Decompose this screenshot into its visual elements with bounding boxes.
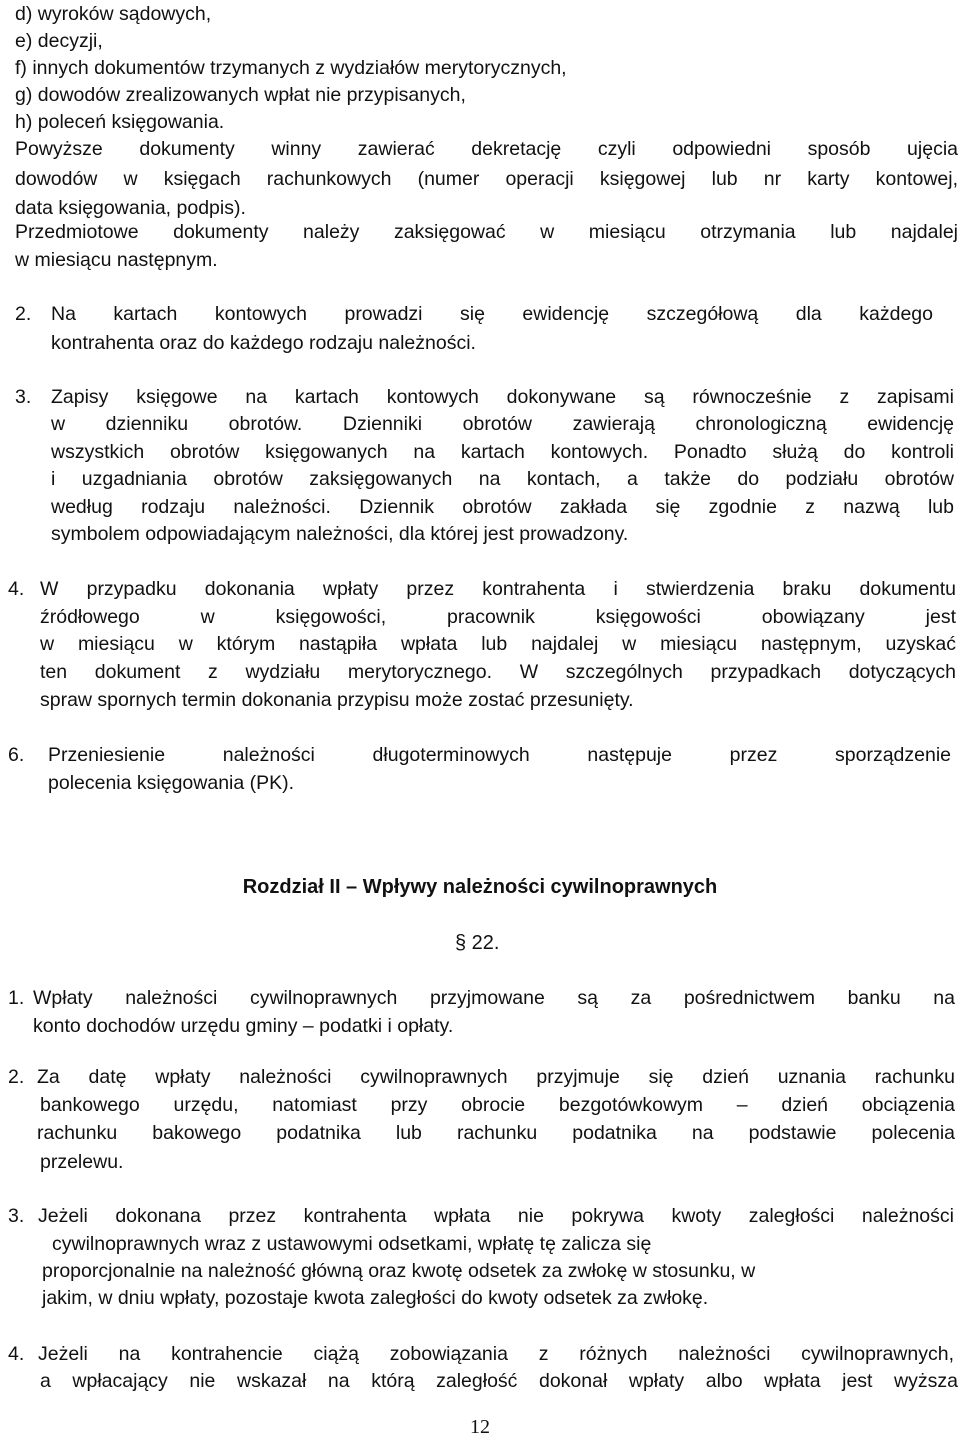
paragraph-mark: § 22. — [455, 932, 500, 954]
body-line: Jeżeli dokonana przez kontrahenta wpłata nie pokrywa kwoty zaległości należności — [38, 1205, 954, 1227]
body-line: data księgowania, podpis). — [15, 197, 246, 219]
section-number: 6. — [8, 744, 25, 766]
body-line: rachunku bakowego podatnika lub rachunku podatnika na podstawie polecenia — [37, 1122, 955, 1144]
list-item-e: e) decyzji, — [15, 30, 103, 52]
body-line: a wpłacający nie wskazał na którą zaległość dokonał wpłaty albo wpłata jest wyższa — [40, 1370, 958, 1392]
body-line: polecenia księgowania (PK). — [48, 772, 295, 794]
body-line: Jeżeli na kontrahencie ciążą zobowiązania z różnych należności cywilnoprawnych, — [38, 1343, 954, 1365]
body-line: spraw spornych termin dokonania przypisu może zostać przesunięty. — [40, 689, 634, 711]
chapter-title: Rozdział II – Wpływy należności cywilnoprawnych — [242, 876, 718, 898]
section-number: 3. — [15, 386, 32, 408]
body-line: konto dochodów urzędu gminy – podatki i opłaty. — [33, 1015, 454, 1037]
body-line: w miesiącu w którym nastąpiła wpłata lub najdalej w miesiącu następnym, uzyskać — [40, 633, 956, 655]
body-line: źródłowego w księgowości, pracownik księgowości obowiązany jest — [40, 606, 956, 628]
body-line: Przedmiotowe dokumenty należy zaksięgować w miesiącu otrzymania lub najdalej — [15, 221, 958, 243]
body-line: Zapisy księgowe na kartach kontowych dokonywane są równocześnie z zapisami — [51, 386, 954, 408]
body-line: Za datę wpłaty należności cywilnoprawnych przyjmuje się dzień uznania rachunku — [37, 1066, 955, 1088]
list-item-h: h) poleceń księgowania. — [15, 111, 225, 133]
section-number: 2. — [8, 1066, 25, 1088]
body-line: według rodzaju należności. Dziennik obrotów zakłada się zgodnie z nazwą lub — [51, 496, 954, 518]
page-number: 12 — [470, 1416, 490, 1438]
body-line: Powyższe dokumenty winny zawierać dekretację czyli odpowiedni sposób ujęcia — [15, 138, 958, 160]
section-number: 3. — [8, 1205, 25, 1227]
body-line: w dzienniku obrotów. Dzienniki obrotów zawierają chronologiczną ewidencję — [51, 413, 954, 435]
body-line: ten dokument z wydziału merytorycznego. W szczególnych przypadkach dotyczących — [40, 661, 956, 683]
body-line: wszystkich obrotów księgowanych na kartach kontowych. Ponadto służą do kontroli — [51, 441, 954, 463]
list-item-d: d) wyroków sądowych, — [15, 3, 212, 25]
body-line: jakim, w dniu wpłaty, pozostaje kwota zaległości do kwoty odsetek za zwłokę. — [42, 1287, 709, 1309]
section-number: 1. — [8, 987, 25, 1009]
list-item-g: g) dowodów zrealizowanych wpłat nie przypisanych, — [15, 84, 466, 106]
body-line: Wpłaty należności cywilnoprawnych przyjmowane są za pośrednictwem banku na — [33, 987, 955, 1009]
section-number: 4. — [8, 578, 25, 600]
body-line: bankowego urzędu, natomiast przy obrocie bezgotówkowym – dzień obciązenia — [40, 1094, 955, 1116]
section-number: 2. — [15, 303, 32, 325]
body-line: kontrahenta oraz do każdego rodzaju należności. — [51, 332, 476, 354]
body-line: i uzgadniania obrotów zaksięgowanych na kontach, a także do podziału obrotów — [51, 468, 954, 490]
body-line: Na kartach kontowych prowadzi się ewidencję szczegółową dla każdego — [51, 303, 933, 325]
body-line: cywilnoprawnych wraz z ustawowymi odsetkami, wpłatę tę zalicza się — [52, 1233, 652, 1255]
section-number: 4. — [8, 1343, 25, 1365]
body-line: w miesiącu następnym. — [15, 249, 218, 271]
list-item-f: f) innych dokumentów trzymanych z wydziałów merytorycznych, — [15, 57, 567, 79]
body-line: przelewu. — [40, 1151, 124, 1173]
body-line: proporcjonalnie na należność główną oraz kwotę odsetek za zwłokę w stosunku, w — [42, 1260, 756, 1282]
body-line: W przypadku dokonania wpłaty przez kontrahenta i stwierdzenia braku dokumentu — [40, 578, 956, 600]
body-line: dowodów w księgach rachunkowych (numer operacji księgowej lub nr karty kontowej, — [15, 168, 958, 190]
body-line: Przeniesienie należności długoterminowych następuje przez sporządzenie — [48, 744, 951, 766]
body-line: symbolem odpowiadającym należności, dla której jest prowadzony. — [51, 523, 629, 545]
